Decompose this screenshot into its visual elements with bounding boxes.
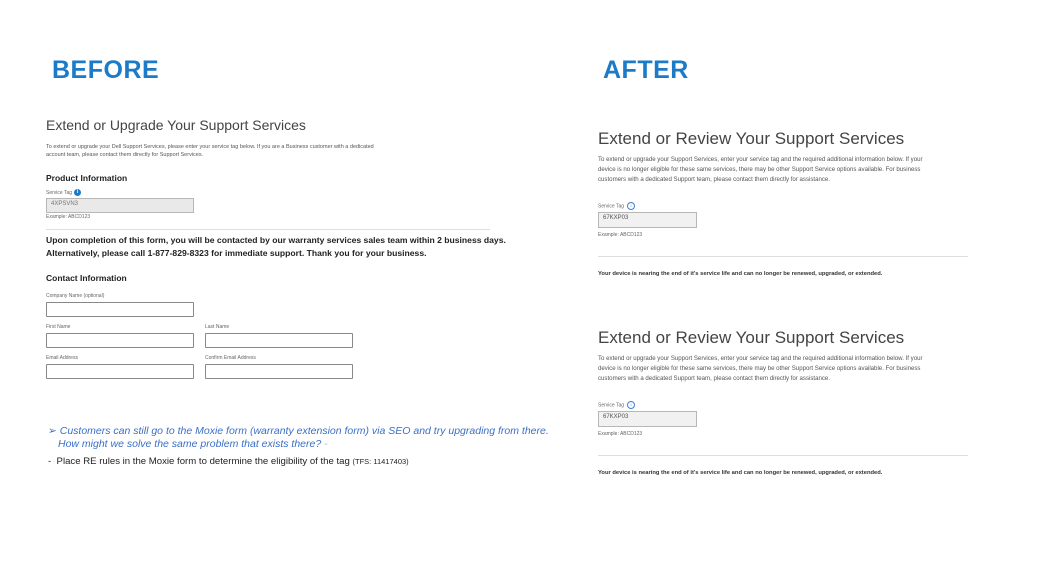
service-tag-example: Example: ABCD123: [598, 431, 643, 437]
service-tag-value: 67KXP03: [603, 414, 629, 420]
company-name-label: Company Name (optional): [46, 293, 105, 299]
before-service-tag-input[interactable]: [46, 198, 194, 213]
after-intro-line: device is no longer eligible for these same services, there may be other Support Service options available. For business: [598, 166, 921, 173]
product-info-heading: Product Information: [46, 173, 128, 183]
after-intro-line: device is no longer eligible for these same services, there may be other Support Service options available. For business: [598, 365, 921, 372]
service-tag-value: 67KXP03: [603, 215, 629, 221]
note-blue-line: Customers can still go to the Moxie form (warranty extension form) via SEO and try upgrading from there.: [59, 425, 549, 437]
after-divider: [598, 256, 968, 257]
completion-line: Upon completion of this form, you will be contacted by our warranty services sales team within 2 business days.: [46, 235, 506, 245]
after-service-tag-input[interactable]: [598, 212, 697, 228]
service-tag-label: Service Tag: [598, 203, 625, 210]
before-divider: [46, 229, 490, 230]
first-name-label: First Name: [46, 324, 71, 330]
service-tag-label: Service Tag: [598, 402, 625, 409]
after-intro-line: To extend or upgrade your Support Services, enter your service tag and the required additional information below. If your: [598, 156, 923, 163]
after-intro-text: [598, 354, 978, 384]
after-service-tag-label-row: [598, 401, 635, 409]
after-intro-line: customers with a dedicated Support team, please contact them directly for assistance.: [598, 375, 831, 382]
after-intro-text: [598, 155, 978, 185]
after-divider: [598, 455, 968, 456]
last-name-label: Last Name: [205, 324, 230, 330]
after-service-tag-label-row: [598, 202, 635, 210]
before-intro-line: account team, please contact them directly for Support Services.: [46, 152, 204, 158]
completion-text: [46, 234, 516, 260]
dash-bullet: -: [48, 456, 52, 467]
after-status-message: Your device is nearing the end of it's service life and can no longer be renewed, upgraded, or extended.: [598, 271, 883, 277]
email-label: Email Address: [46, 355, 78, 361]
contact-info-heading: Contact Information: [46, 273, 127, 283]
confirm-email-label: Confirm Email Address: [205, 355, 256, 361]
arrow-bullet-icon: ➢: [48, 425, 57, 437]
note-black-line: Place RE rules in the Moxie form to determine the eligibility of the tag: [56, 456, 350, 467]
after-status-message: Your device is nearing the end of it's service life and can no longer be renewed, upgraded, or extended.: [598, 470, 883, 476]
after-service-tag-input[interactable]: [598, 411, 697, 427]
last-name-input[interactable]: [205, 333, 353, 348]
after-intro-line: To extend or upgrade your Support Services, enter your service tag and the required additional information below. If your: [598, 355, 923, 362]
service-tag-label-row: [46, 189, 81, 196]
service-tag-example: Example: ABCD123: [598, 232, 643, 238]
completion-line: Alternatively, please call 1-877-829-8323 for immediate support. Thank you for your business.: [46, 248, 427, 258]
note-blue: ➢ Customers can still go to the Moxie form (warranty extension form) via SEO and try upgrading from there. How might we solve the same problem that exists there? -: [48, 425, 549, 450]
info-outline-icon[interactable]: i: [627, 202, 635, 210]
before-page-title: Extend or Upgrade Your Support Services: [46, 117, 306, 133]
first-name-input[interactable]: [46, 333, 194, 348]
email-input[interactable]: [46, 364, 194, 379]
before-intro-line: To extend or upgrade your Dell Support Services, please enter your service tag below. If you are a Business customer with a dedicated: [46, 144, 374, 150]
service-tag-label: Service Tag: [46, 189, 73, 196]
service-tag-example: Example: ABCD123: [46, 214, 91, 220]
after-page-title: Extend or Review Your Support Services: [598, 129, 905, 148]
note-tfs: (TFS: 11417403): [352, 457, 409, 466]
confirm-email-input[interactable]: [205, 364, 353, 379]
note-blue-line: How might we solve the same problem that exists there?: [58, 438, 322, 450]
after-intro-line: customers with a dedicated Support team, please contact them directly for assistance.: [598, 176, 831, 183]
before-intro-text: [46, 143, 426, 159]
info-outline-icon[interactable]: i: [627, 401, 635, 409]
company-name-input[interactable]: [46, 302, 194, 317]
note-black: [48, 456, 568, 467]
after-page-title: Extend or Review Your Support Services: [598, 328, 905, 347]
before-label: BEFORE: [52, 56, 160, 84]
service-tag-value: 4XPSVN3: [51, 201, 79, 207]
info-icon[interactable]: i: [74, 189, 81, 196]
after-label: AFTER: [603, 56, 689, 84]
